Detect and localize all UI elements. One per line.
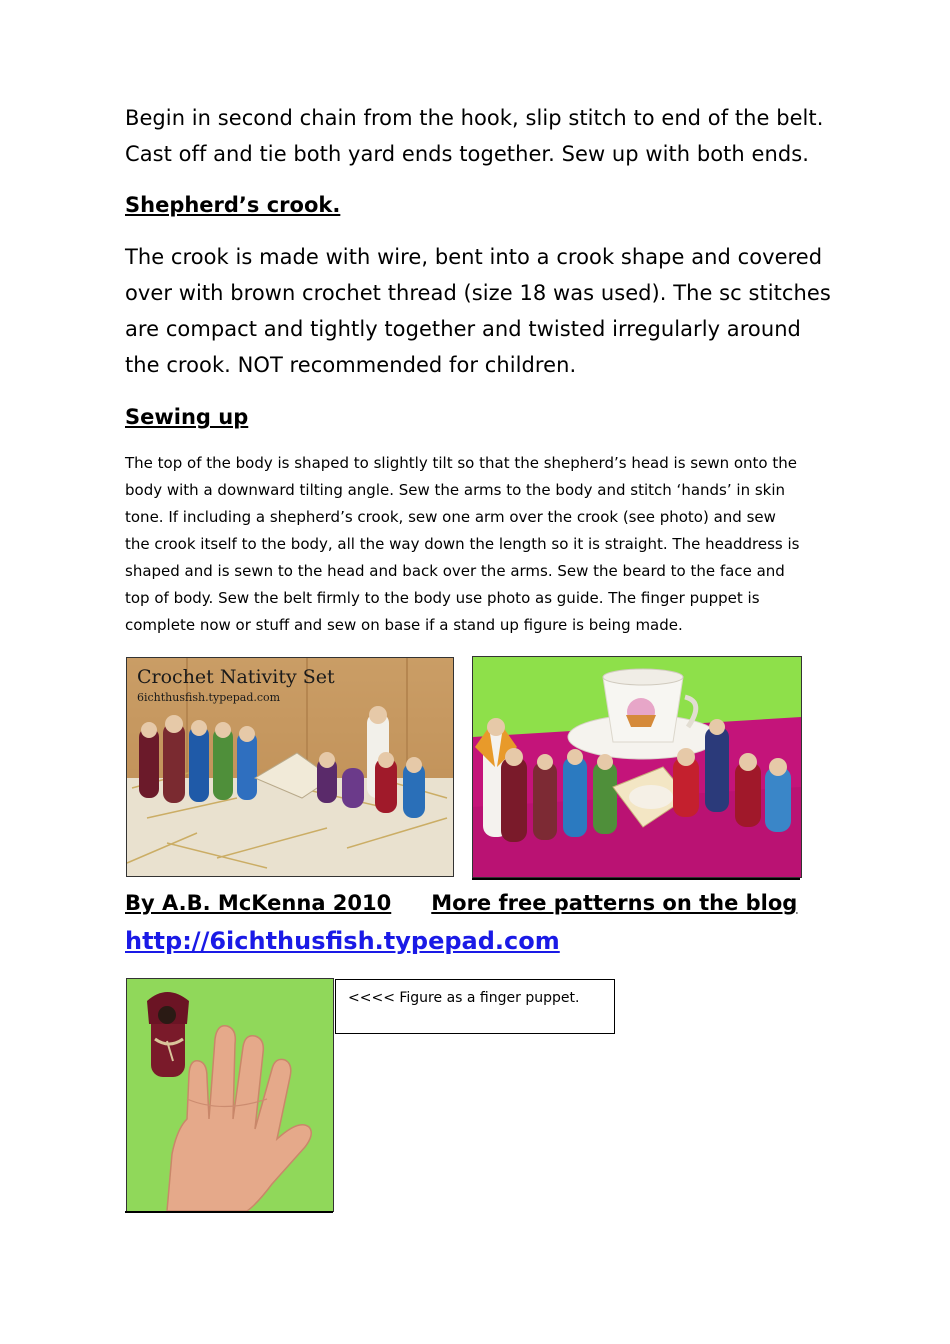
photo-underline <box>472 878 800 880</box>
byline <box>125 889 797 917</box>
nativity-straw-photo <box>126 657 454 877</box>
blog-link[interactable]: http://6ichthusfish.typepad.com <box>125 927 560 955</box>
nativity-table-photo <box>472 656 802 878</box>
puppet-caption-box <box>335 979 615 1034</box>
byline-more: More free patterns on the blog <box>431 891 798 915</box>
nativity-table-illustration <box>473 657 801 877</box>
crook-heading: Shepherd’s crook. <box>125 193 341 217</box>
finger-puppet-illustration <box>127 979 333 1211</box>
sewing-paragraph <box>125 450 845 639</box>
crook-line: The crook is made with wire, bent into a crook shape and covered <box>125 245 823 269</box>
photo-subtitle: 6ichthusfish.typepad.com <box>137 691 281 704</box>
crook-line: the crook. NOT recommended for children. <box>125 353 577 377</box>
crook-line: are compact and tightly together and twisted irregularly around <box>125 317 801 341</box>
finger-puppet-photo <box>126 978 334 1212</box>
sewing-line: complete now or stuff and sew on base if a stand up figure is being made. <box>125 616 683 634</box>
crook-paragraph <box>125 239 845 383</box>
byline-author: By A.B. McKenna 2010 <box>125 891 392 915</box>
intro-paragraph <box>125 100 845 172</box>
puppet-caption: <<<< Figure as a finger puppet. <box>348 990 580 1006</box>
sewing-line: shaped and is sewn to the head and back over the arms. Sew the beard to the face and <box>125 562 785 580</box>
photo-title: Crochet Nativity Set <box>137 666 335 688</box>
intro-line: Cast off and tie both yard ends together. Sew up with both ends. <box>125 142 809 166</box>
intro-line: Begin in second chain from the hook, slip stitch to end of the belt. <box>125 106 824 130</box>
sewing-line: body with a downward tilting angle. Sew the arms to the body and stitch ‘hands’ in skin <box>125 481 786 499</box>
sewing-line: tone. If including a shepherd’s crook, sew one arm over the crook (see photo) and sew <box>125 508 776 526</box>
crook-line: over with brown crochet thread (size 18 was used). The sc stitches <box>125 281 831 305</box>
puppet-photo-underline <box>125 1211 333 1213</box>
sewing-heading: Sewing up <box>125 405 249 429</box>
sewing-line: The top of the body is shaped to slightly tilt so that the shepherd’s head is sewn onto the <box>125 454 797 472</box>
sewing-line: the crook itself to the body, all the way down the length so it is straight. The headdress is <box>125 535 800 553</box>
sewing-line: top of body. Sew the belt firmly to the body use photo as guide. The finger puppet is <box>125 589 760 607</box>
